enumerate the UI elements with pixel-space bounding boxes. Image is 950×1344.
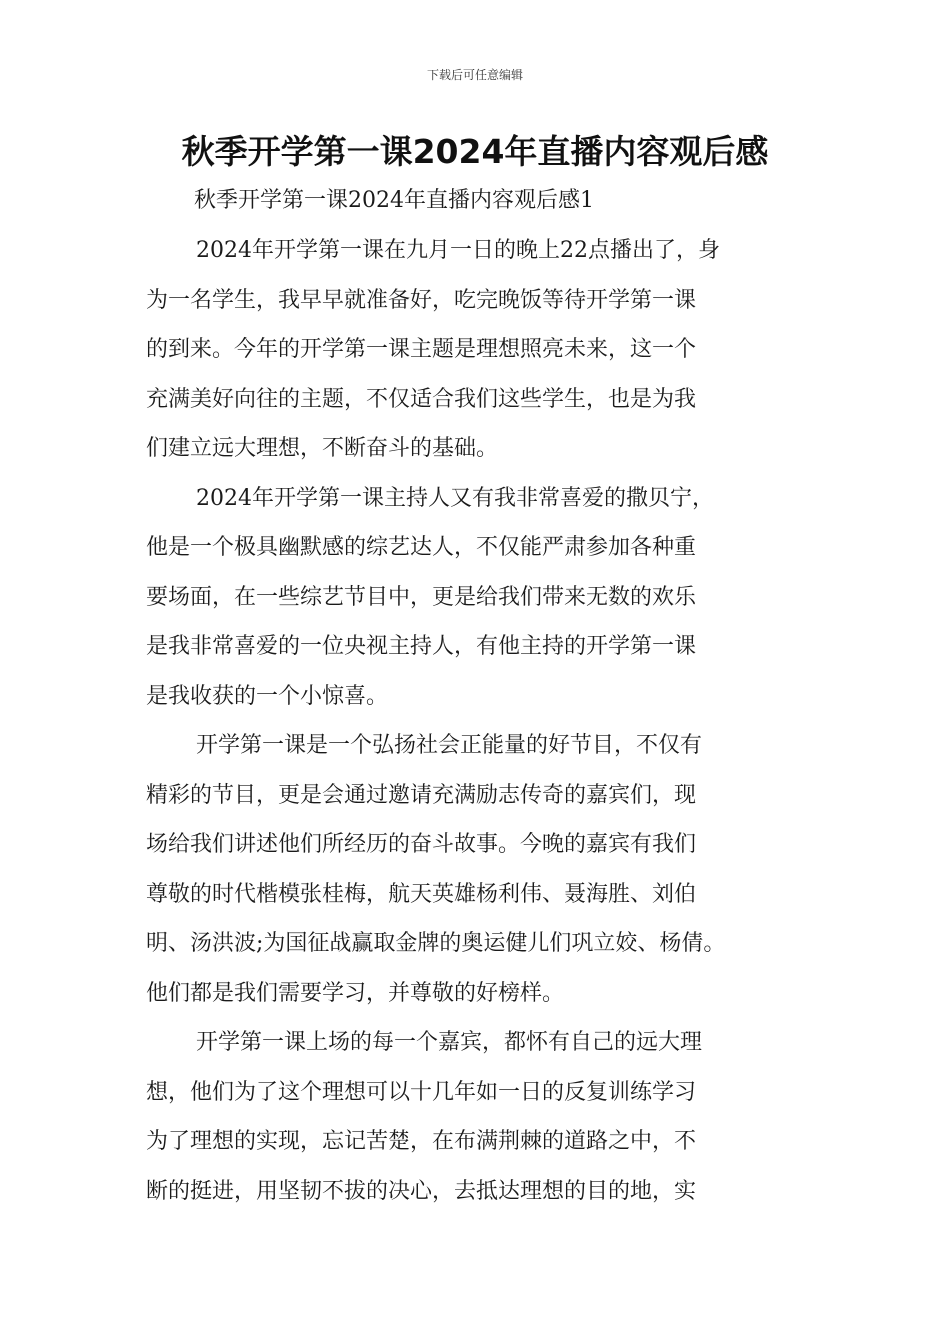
paragraph-line: 充满美好向往的主题，不仅适合我们这些学生，也是为我 [146,386,697,412]
paragraph-line: 断的挺进，用坚韧不拔的决心，去抵达理想的目的地，实 [146,1178,697,1204]
paragraph-2 [146,474,810,722]
paragraph-line: 开学第一课是一个弘扬社会正能量的好节目，不仅有 [196,733,703,758]
document-title: 秋季开学第一课2024年直播内容观后感 [181,132,769,171]
header-note: 下载后可任意编辑 [426,68,523,82]
paragraph-line: 他是一个极具幽默感的综艺达人，不仅能严肃参加各种重 [146,535,697,560]
paragraph-line: 是我非常喜爱的一位央视主持人，有他主持的开学第一课 [146,634,697,659]
paragraph-line: 2024年开学第一课在九月一日的晚上22点播出了，身 [196,238,720,263]
paragraph-line: 为了理想的实现，忘记苦楚，在布满荆棘的道路之中，不 [146,1129,697,1154]
paragraph-line: 明、汤洪波;为国征战赢取金牌的奥运健儿们巩立姣、杨倩。 [146,931,726,956]
paragraph-line: 是我收获的一个小惊喜。 [146,683,389,709]
paragraph-3 [146,721,810,1018]
paragraph-1 [146,226,810,474]
document-subtitle: 秋季开学第一课2024年直播内容观后感1 [194,188,594,213]
paragraph-line: 要场面，在一些综艺节目中，更是给我们带来无数的欢乐 [146,584,697,610]
paragraph-line: 为一名学生，我早早就准备好，吃完晚饭等待开学第一课 [146,287,697,313]
document-body [146,176,810,1216]
paragraph-line: 们建立远大理想，不断奋斗的基础。 [146,436,499,461]
paragraph-line: 精彩的节目，更是会通过邀请充满励志传奇的嘉宾们，现 [146,782,697,808]
paragraph-line: 场给我们讲述他们所经历的奋斗故事。今晚的嘉宾有我们 [146,832,697,857]
paragraph-4 [146,1018,810,1216]
paragraph-line: 尊敬的时代楷模张桂梅，航天英雄杨利伟、聂海胜、刘伯 [146,881,697,907]
paragraph-line: 开学第一课上场的每一个嘉宾，都怀有自己的远大理 [196,1030,703,1055]
paragraph-line: 他们都是我们需要学习，并尊敬的好榜样。 [146,980,565,1006]
paragraph-line: 2024年开学第一课主持人又有我非常喜爱的撒贝宁， [196,485,714,511]
paragraph-line: 想，他们为了这个理想可以十几年如一日的反复训练学习 [146,1079,697,1105]
paragraph-line: 的到来。今年的开学第一课主题是理想照亮未来，这一个 [146,337,697,362]
